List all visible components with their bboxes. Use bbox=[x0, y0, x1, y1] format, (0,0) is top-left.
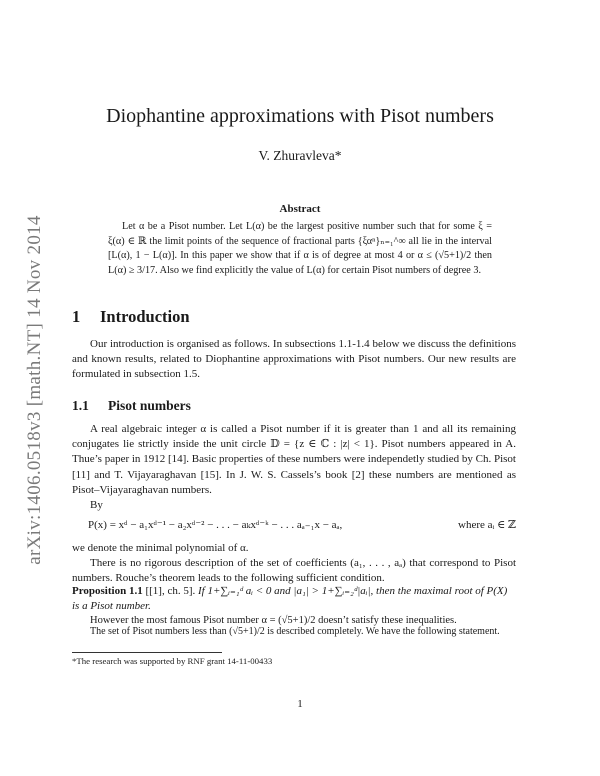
by-text: By bbox=[90, 499, 103, 512]
coefficients-text: There is no rigorous description of the set of coefficients (a₁, . . . , aₐ) that correspond to Pisot numbers. Rouche’s theorem leads to the following sufficient condition. bbox=[72, 557, 516, 585]
page-number: 1 bbox=[297, 698, 303, 710]
abstract-heading: Abstract bbox=[279, 203, 321, 215]
pisot-paragraph bbox=[72, 422, 516, 513]
proposition-label: Proposition 1.1 bbox=[72, 585, 143, 597]
after-formula-text: we denote the minimal polynomial of α. bbox=[72, 542, 249, 554]
abstract bbox=[108, 220, 492, 278]
proposition-body: If 1+∑ᵢ₌₁ᵈ aᵢ < 0 and |a₁| > 1+∑ᵢ₌₂ᵈ|aᵢ|, then the maximal root of P(X) is a Pisot number. bbox=[72, 585, 508, 612]
after-formula-paragraph bbox=[72, 541, 516, 587]
intro-paragraph bbox=[72, 337, 516, 383]
formula-lhs: P(x) = xᵈ − a₁xᵈ⁻¹ − a₂xᵈ⁻² − . . . − aₖxᵈ⁻ᵏ − . . . aₐ₋₁x − aₐ, bbox=[88, 519, 343, 531]
subsection-number: 1.1 bbox=[72, 398, 89, 413]
pisot-definition-text: A real algebraic integer α is called a Pisot number if it is greater than 1 and all its remaining conjugates lie strictly inside the unit circle 𝔻 = {z ∈ ℂ : |z| < 1}. Pisot numbers appeared in A. Thue’s paper in 1912 [14]. Basic properties of these numbers were independetly studied by Ch. Pisot [11] and T. Vijayaraghavan [15]. In J. W. S. Cassels’s book [2] these numbers are mentioned as Pisot–Vijayaraghavan numbers. bbox=[72, 423, 516, 496]
section-title: Introduction bbox=[100, 307, 190, 326]
abstract-text: Let α be a Pisot number. Let L(α) be the largest positive number such that for some ξ = ξ(α) ∈ ℝ the limit points of the sequence of fractional parts {ξαⁿ}ₙ₌₁^∞ all lie in the interval [L(α), 1 − L(α)]. In this paper we show that if α is of degree at most 4 or α ≤ (√5+1)/2 then L(α) ≥ 3/17. Also we find explicitly the value of L(α) for certain Pisot numbers of degree 3. bbox=[108, 221, 492, 276]
subsection-title: Pisot numbers bbox=[108, 398, 191, 413]
author: V. Zhuravleva* bbox=[258, 148, 342, 163]
proposition bbox=[72, 584, 516, 614]
footnote-rule bbox=[72, 652, 222, 653]
formula-rhs: where aᵢ ∈ ℤ bbox=[458, 519, 516, 531]
paper-title: Diophantine approximations with Pisot numbers bbox=[106, 105, 494, 127]
intro-text: Our introduction is organised as follows. In subsections 1.1-1.4 below we discuss the definitions and known results, related to Diophantine approximations with Pisot numbers. Our new results are formulated in subsection 1.5. bbox=[72, 338, 516, 381]
arxiv-stamp-text: arXiv:1406.0518v3 [math.NT] 14 Nov 2014 bbox=[24, 215, 45, 565]
footnote: *The research was supported by RNF grant 14-11-00433 bbox=[72, 656, 273, 666]
famous-pisot-text: However the most famous Pisot number α = (√5+1)/2 doesn’t satisfy these inequalities. bbox=[90, 615, 457, 626]
proposition-ref: [[1], ch. 5]. bbox=[145, 585, 196, 597]
section-number: 1 bbox=[72, 307, 81, 326]
polynomial-formula bbox=[88, 518, 516, 531]
closing-paragraphs-2 bbox=[72, 627, 516, 637]
arxiv-stamp bbox=[18, 195, 52, 585]
section-heading bbox=[72, 307, 190, 327]
set-of-pisot-text: The set of Pisot numbers less than (√5+1)/2 is described completely. We have the following statement. bbox=[90, 626, 500, 637]
subsection-heading bbox=[72, 398, 191, 414]
